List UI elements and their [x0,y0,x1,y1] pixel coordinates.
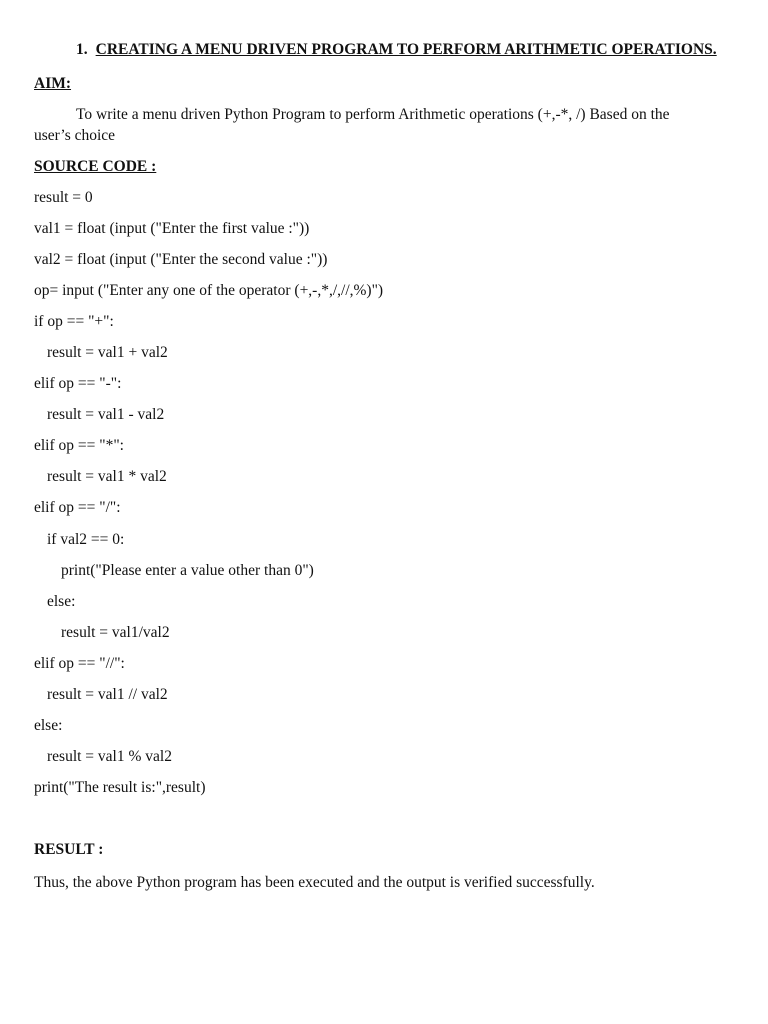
code-line: if val2 == 0: [47,531,125,548]
aim-paragraph [34,104,674,146]
code-line: result = val1 + val2 [47,344,168,361]
code-line: elif op == "//": [34,655,125,672]
code-line: print("The result is:",result) [34,779,206,796]
title-number: 1. [76,41,88,58]
code-line: result = val1 - val2 [47,406,165,423]
code-line: elif op == "-": [34,375,122,392]
aim-heading: AIM: [34,75,72,92]
code-line: result = 0 [34,189,93,206]
code-line: print("Please enter a value other than 0") [61,562,314,579]
code-line: result = val1 % val2 [47,748,172,765]
source-code-heading: SOURCE CODE : [34,158,157,175]
aim-text: To write a menu driven Python Program to perform Arithmetic operations (+,-*, /) Based on the user’s choice [34,106,670,144]
code-line: if op == "+": [34,313,114,330]
code-line: val1 = float (input ("Enter the first value :")) [34,220,310,237]
code-line: else: [47,593,76,610]
code-line: result = val1 // val2 [47,686,168,703]
code-line: elif op == "*": [34,437,124,454]
document-title [76,41,717,59]
result-paragraph: Thus, the above Python program has been executed and the output is verified successfully. [34,874,595,891]
code-line: elif op == "/": [34,499,121,516]
code-line: result = val1/val2 [61,624,170,641]
code-line: else: [34,717,63,734]
title-text: CREATING A MENU DRIVEN PROGRAM TO PERFORM ARITHMETIC OPERATIONS. [95,41,717,58]
code-line: op= input ("Enter any one of the operator (+,-,*,/,//,%)") [34,282,384,299]
result-heading: RESULT : [34,841,104,858]
code-line: val2 = float (input ("Enter the second value :")) [34,251,328,268]
code-line: result = val1 * val2 [47,468,167,485]
